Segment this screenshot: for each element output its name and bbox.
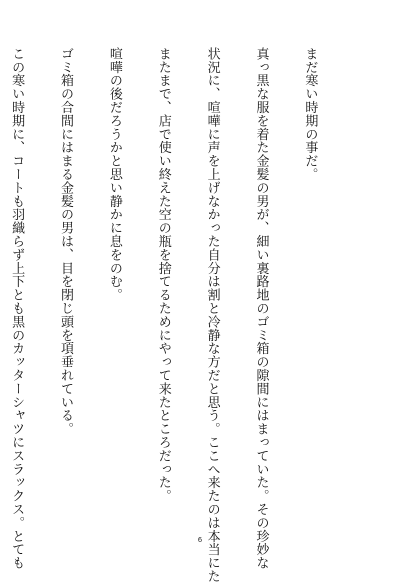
text-line: またまで、店で使い終えた空の瓶を捨てるためにやって来たところだった。: [155, 47, 171, 503]
body-text: [0, 47, 350, 583]
text-line: まだ寒い時期の事だ。: [302, 47, 318, 181]
text-line: 真っ黒な服を着た金髪の男が、細い裏路地のゴミ箱の隙間にはまっていた。その珍妙な: [253, 47, 269, 570]
text-line: この寒い時期に、コートも羽織らず上下とも黒のカッターシャツにスラックス。とても: [9, 47, 25, 570]
text-line: 状況に、喧嘩に声を上げなかった自分は割と冷静な方だと思う。ここへ来たのは本当にた: [204, 47, 220, 583]
page-number: 6: [197, 536, 203, 544]
text-line: 喧嘩の後だろうかと思い静かに息をのむ。: [106, 47, 122, 302]
text-line: ゴミ箱の合間にはまる金髪の男は、目を閉じ頭を項垂れている。: [57, 47, 73, 436]
